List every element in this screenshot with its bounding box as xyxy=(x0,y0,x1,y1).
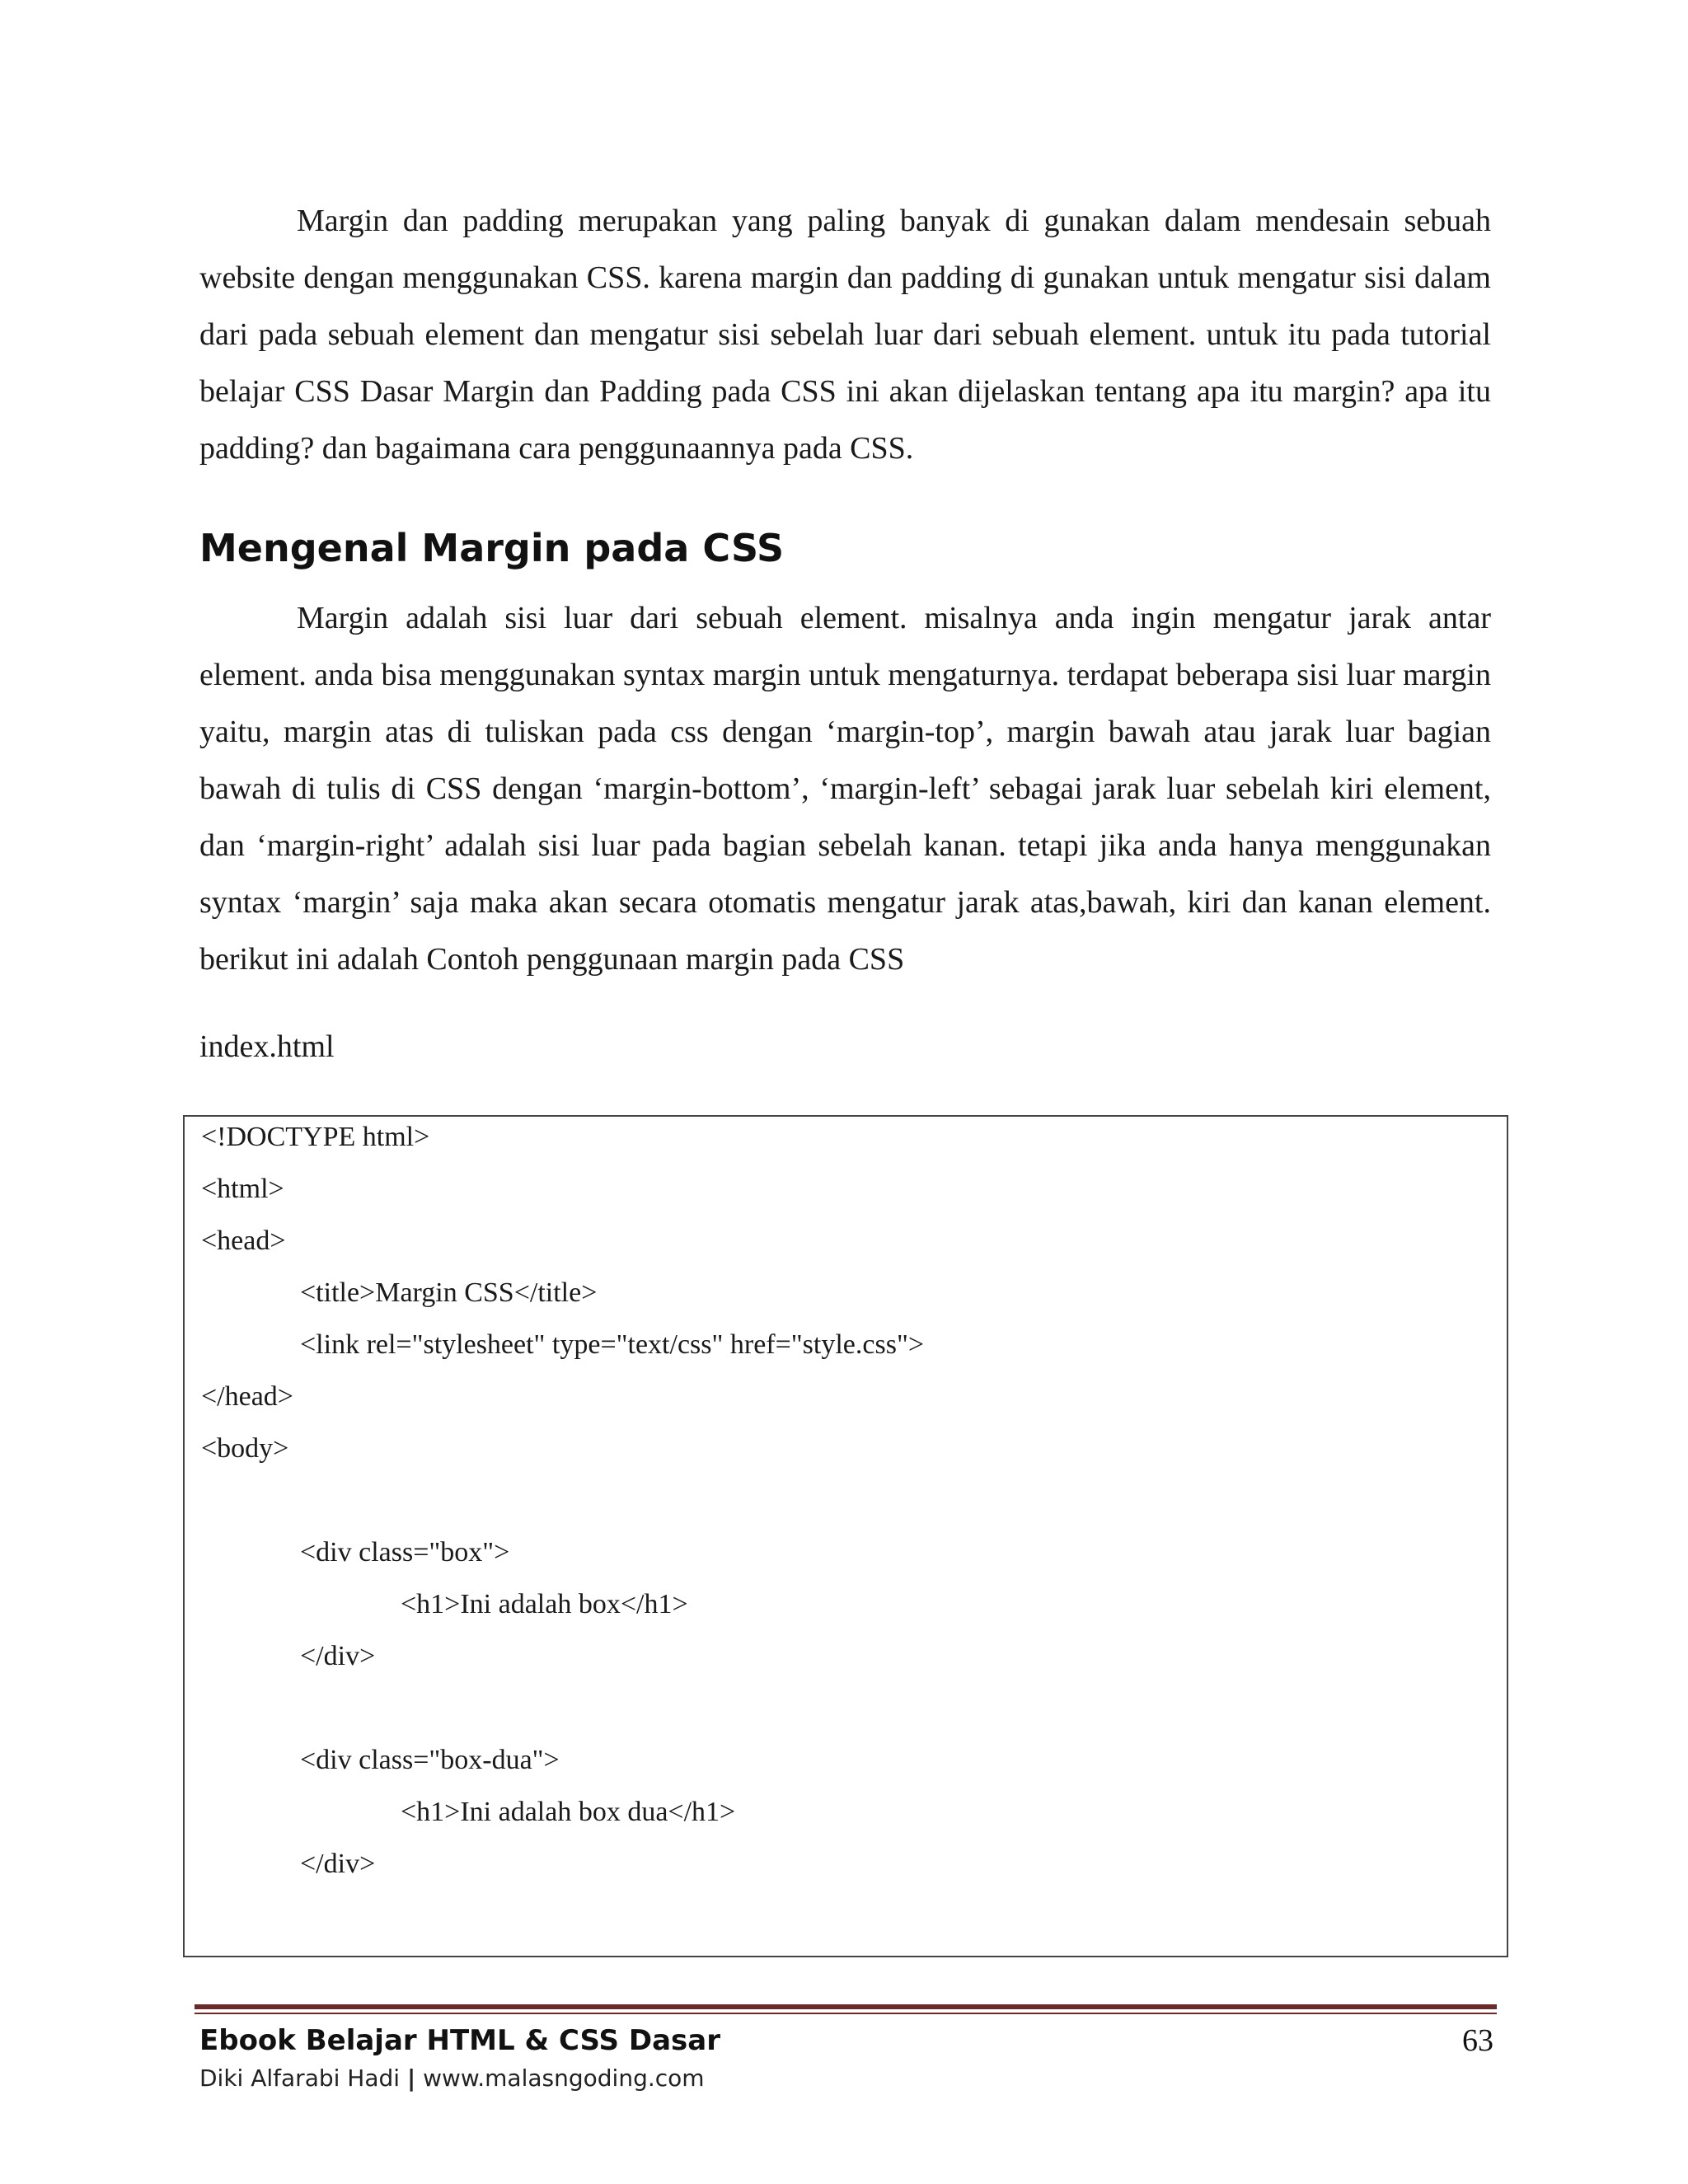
code-line: </head> xyxy=(201,1381,293,1412)
code-line: <!DOCTYPE html> xyxy=(201,1122,430,1152)
code-line: <h1>Ini adalah box</h1> xyxy=(401,1589,688,1619)
code-line: </div> xyxy=(300,1641,376,1671)
page-number: 63 xyxy=(1462,2023,1493,2058)
footer-separator: | xyxy=(406,2064,416,2092)
margin-paragraph: Margin adalah sisi luar dari sebuah element. misalnya anda ingin mengatur jarak antar element. anda bisa menggunakan syntax margin untuk mengaturnya. terdapat beberapa sisi luar margin yaitu, margin atas di tuliskan pada css dengan ‘margin-top’, margin bawah atau jarak luar bagian bawah di tulis di CSS dengan ‘margin-bottom’, ‘margin-left’ sebagai jarak luar sebelah kiri element, dan ‘margin-right’ adalah sisi luar pada bagian sebelah kanan. tetapi jika anda hanya menggunakan syntax ‘margin’ saja maka akan secara otomatis mengatur jarak atas,bawah, kiri dan kanan element. berikut ini adalah Contoh penggunaan margin pada CSS xyxy=(199,601,1491,977)
code-line: <h1>Ini adalah box dua</h1> xyxy=(401,1797,736,1827)
footer-book-title: Ebook Belajar HTML & CSS Dasar xyxy=(199,2024,720,2057)
code-line: <head> xyxy=(201,1226,286,1256)
code-line: <div class="box-dua"> xyxy=(300,1745,560,1775)
footer-website: www.malasngoding.com xyxy=(423,2064,705,2092)
footer-divider-thin xyxy=(195,2013,1497,2014)
code-line: <body> xyxy=(201,1433,289,1464)
intro-paragraph: Margin dan padding merupakan yang paling banyak di gunakan dalam mendesain sebuah website dengan menggunakan CSS. karena margin dan padding di gunakan untuk mengatur sisi dalam dari pada sebuah element dan mengatur sisi sebelah luar dari sebuah element. untuk itu pada tutorial belajar CSS Dasar Margin dan Padding pada CSS ini akan dijelaskan tentang apa itu margin? apa itu padding? dan bagaimana cara penggunaannya pada CSS. xyxy=(199,204,1491,466)
section-heading: Mengenal Margin pada CSS xyxy=(199,526,785,570)
code-line: <div class="box"> xyxy=(300,1537,510,1568)
footer-author: Diki Alfarabi Hadi xyxy=(199,2064,401,2092)
footer-author-line xyxy=(199,2062,705,2095)
code-filename-label: index.html xyxy=(199,1029,335,1064)
footer-divider xyxy=(195,2004,1497,2009)
code-block xyxy=(183,1115,1508,1957)
code-line: <title>Margin CSS</title> xyxy=(300,1277,598,1308)
code-line: </div> xyxy=(300,1849,376,1879)
code-line: <html> xyxy=(201,1174,284,1204)
code-line: <link rel="stylesheet" type="text/css" href="style.css"> xyxy=(300,1329,924,1360)
